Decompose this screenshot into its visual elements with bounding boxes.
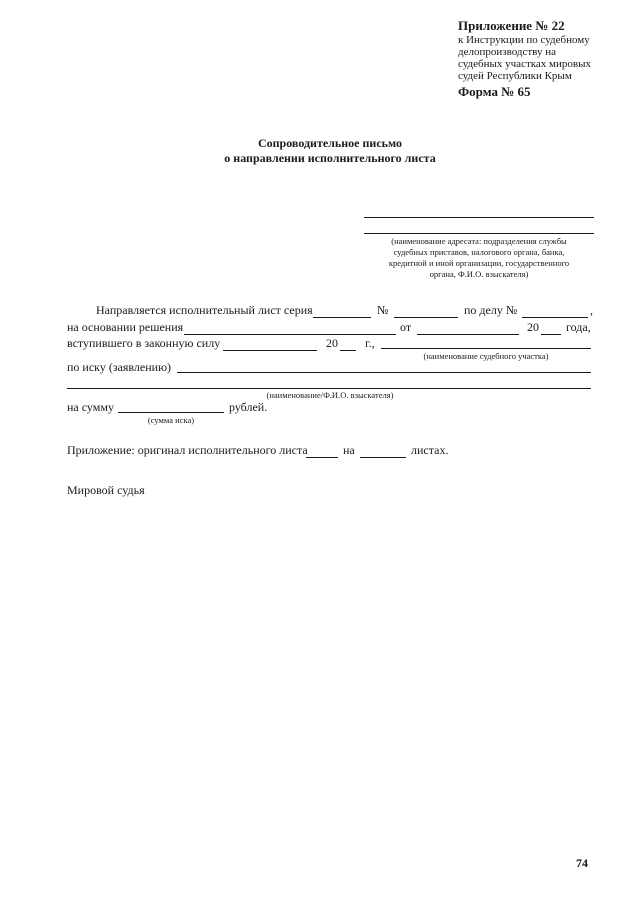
title-line-1: Сопроводительное письмо: [257, 136, 403, 150]
case-number-field[interactable]: [522, 317, 588, 318]
amount-field[interactable]: [118, 412, 224, 413]
court-hint: (наименование судебного участка): [423, 351, 549, 361]
decision-year-field[interactable]: [541, 334, 561, 335]
court-field[interactable]: [381, 348, 591, 349]
form-number: Форма № 65: [458, 84, 531, 99]
appendix-line-3: судебных участках мировых: [458, 58, 591, 70]
legal-force-date-field[interactable]: [223, 350, 317, 351]
claim-field[interactable]: [177, 372, 591, 373]
addressee-hint-2: судебных приставов, налогового органа, банка,: [393, 247, 565, 257]
legal-force-year-field[interactable]: [340, 350, 356, 351]
legal-force-year-prefix: 20: [326, 336, 338, 350]
title-line-2: о направлении исполнительного листа: [224, 151, 436, 165]
attachment-count-field[interactable]: [306, 457, 338, 458]
from-label: от: [400, 320, 412, 334]
addressee-line-2: [364, 233, 594, 234]
addressee-hint-4: органа, Ф.И.О. взыскателя): [429, 269, 529, 279]
number-label: №: [377, 303, 389, 317]
addressee-line-1: [364, 217, 594, 218]
attachment-label: Приложение: оригинал исполнительного листа: [67, 443, 308, 457]
appendix-line-1: к Инструкции по судебному: [458, 34, 590, 46]
addressee-hint-1: (наименование адресата: подразделения службы: [391, 236, 567, 246]
decision-label: на основании решения: [67, 320, 184, 334]
claimant-field[interactable]: [67, 388, 591, 389]
number-field[interactable]: [394, 317, 458, 318]
amount-hint: (сумма иска): [147, 415, 195, 425]
decision-date-field[interactable]: [417, 334, 519, 335]
line1-comma: ,: [590, 303, 593, 317]
legal-force-suffix: г.,: [365, 336, 375, 350]
attachment-sheets-field[interactable]: [360, 457, 406, 458]
legal-force-label: вступившего в законную силу: [67, 336, 221, 350]
claim-label: по иску (заявлению): [67, 360, 172, 374]
appendix-line-4: судей Республики Крым: [458, 70, 572, 82]
case-label: по делу №: [464, 303, 518, 317]
amount-suffix: рублей.: [229, 400, 268, 414]
amount-label: на сумму: [67, 400, 114, 414]
page-number: 74: [576, 856, 588, 870]
judge-label: Мировой судья: [67, 483, 145, 497]
decision-year-prefix: 20: [527, 320, 539, 334]
decision-field[interactable]: [184, 334, 396, 335]
attachment-suffix: листах.: [411, 443, 449, 457]
attachment-on-label: на: [343, 443, 355, 457]
addressee-hint-3: кредитной и иной организации, государственного: [388, 258, 570, 268]
year-suffix: года,: [566, 320, 591, 334]
series-label: Направляется исполнительный лист серия: [96, 303, 313, 317]
series-field[interactable]: [313, 317, 371, 318]
appendix-title: Приложение № 22: [458, 18, 565, 33]
claimant-hint: (наименование/Ф.И.О. взыскателя): [266, 390, 394, 400]
appendix-line-2: делопроизводству на: [458, 46, 557, 58]
